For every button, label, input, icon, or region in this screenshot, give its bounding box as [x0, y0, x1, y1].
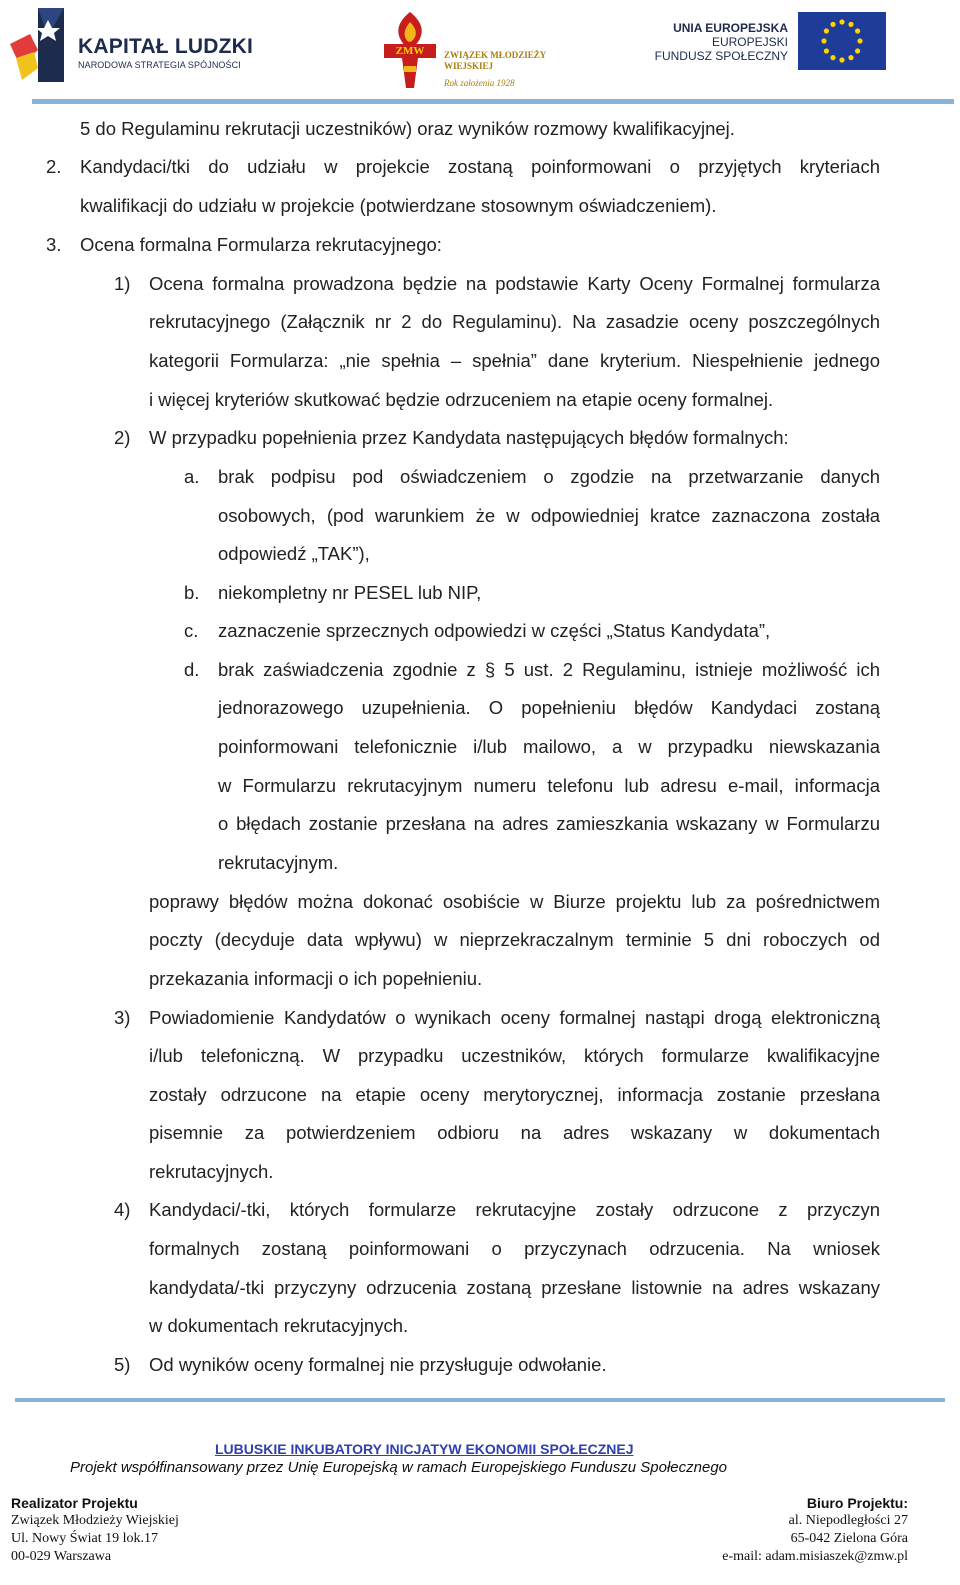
list-number: 3. — [46, 234, 62, 255]
list-number: 2. — [46, 156, 62, 177]
kapital-ludzki-title: KAPITAŁ LUDZKI — [78, 35, 254, 58]
eu-flag-icon — [798, 12, 886, 70]
list-letter: d. — [184, 659, 200, 680]
zmw-name-line1: ZWIĄZEK MŁODZIEŻY — [444, 50, 547, 60]
text-line: poczty (decyduje data wpływu) w nieprzekraczalnym terminie 5 dni roboczych od — [149, 929, 880, 950]
text-line: brak zaświadczenia zgodnie z § 5 ust. 2 Regulaminu, istnieje możliwość ich — [218, 659, 880, 680]
page-header — [0, 0, 960, 108]
eu-logo — [640, 12, 890, 74]
footer-divider — [15, 1398, 945, 1402]
eu-text-line2: EUROPEJSKI — [711, 35, 788, 49]
implementer-name: Związek Młodzieży Wiejskiej — [11, 1513, 179, 1528]
text-line: odpowiedź „TAK”), — [218, 543, 370, 564]
list-letter: c. — [184, 620, 199, 641]
text-line: Ocena formalna prowadzona będzie na podstawie Karty Oceny Formalnej formularza — [149, 273, 880, 294]
eu-text-line3: FUNDUSZ SPOŁECZNY — [654, 49, 788, 63]
text-line: Powiadomienie Kandydatów o wynikach oceny formalnej nastąpi drogą elektroniczną — [149, 1007, 880, 1028]
text-line: rekrutacyjnego (Załącznik nr 2 do Regulaminu). Na zasadzie oceny poszczególnych — [149, 311, 880, 332]
list-number: 4) — [114, 1199, 131, 1220]
implementer-heading: Realizator Projektu — [11, 1495, 138, 1511]
text-line: formalnych zostaną poinformowani o przyczynach odrzucenia. Na wniosek — [149, 1238, 880, 1259]
list-number: 5) — [114, 1354, 131, 1375]
text-line: kategorii Formularza: „nie spełnia – spełnia” dane kryterium. Niespełnienie jednego — [149, 350, 880, 371]
text-line: w dokumentach rekrutacyjnych. — [149, 1315, 409, 1336]
zmw-badge: ZMW — [395, 45, 425, 57]
implementer-city: 00-029 Warszawa — [11, 1549, 112, 1564]
kapital-ludzki-subtitle: NARODOWA STRATEGIA SPÓJNOŚCI — [78, 60, 241, 70]
text-line: rekrutacyjnym. — [218, 852, 339, 873]
zmw-logo — [380, 8, 570, 90]
text-line: przekazania informacji o ich popełnieniu. — [149, 968, 483, 989]
text-line: rekrutacyjnych. — [149, 1161, 274, 1182]
eu-text-line1: UNIA EUROPEJSKA — [673, 21, 788, 35]
list-letter: b. — [184, 582, 200, 603]
text-line: niekompletny nr PESEL lub NIP, — [218, 582, 482, 603]
kapital-ludzki-emblem — [8, 6, 70, 84]
office-city: 65-042 Zielona Góra — [790, 1531, 908, 1546]
list-number: 3) — [114, 1007, 131, 1028]
zmw-name-line2: WIEJSKIEJ — [444, 61, 494, 71]
kapital-ludzki-logo — [8, 6, 258, 84]
text-line: poprawy błędów można dokonać osobiście w Biurze projektu lub za pośrednictwem — [149, 891, 880, 912]
implementer-street: Ul. Nowy Świat 19 lok.17 — [11, 1531, 158, 1546]
text-line: i więcej kryteriów skutkować będzie odrzuceniem na etapie oceny formalnej. — [149, 389, 774, 410]
text-line: poinformowani telefonicznie i/lub mailowo, a w przypadku niewskazania — [218, 736, 880, 757]
list-letter: a. — [184, 466, 200, 487]
text-line: 5 do Regulaminu rekrutacji uczestników) oraz wyników rozmowy kwalifikacyjnej. — [80, 118, 735, 139]
text-line: o błędach zostanie przesłana na adres zamieszkania wskazany w Formularzu — [218, 813, 880, 834]
text-line: zostały odrzucone na etapie oceny merytorycznej, informacja zostanie przesłana — [149, 1084, 880, 1105]
text-line: brak podpisu pod oświadczeniem o zgodzie na przetwarzanie danych — [218, 466, 880, 487]
office-street: al. Niepodległości 27 — [788, 1513, 908, 1528]
cofinanced-note: Projekt współfinansowany przez Unię Europejską w ramach Europejskiego Funduszu Społecznego — [70, 1459, 728, 1476]
text-line: W przypadku popełnienia przez Kandydata następujących błędów formalnych: — [149, 427, 789, 448]
office-email[interactable]: e-mail: adam.misiaszek@zmw.pl — [722, 1549, 908, 1564]
text-line: i/lub telefoniczną. W przypadku uczestników, których formularze kwalifikacyjne — [149, 1045, 880, 1066]
text-line: kwalifikacji do udziału w projekcie (potwierdzane stosownym oświadczeniem). — [80, 195, 717, 216]
text-line: Kandydaci/-tki, których formularze rekrutacyjne zostały odrzucone z przyczyn — [149, 1199, 880, 1220]
text-line: Od wyników oceny formalnej nie przysługuje odwołanie. — [149, 1354, 607, 1375]
text-line: osobowych, (pod warunkiem że w odpowiedniej kratce zaznaczona została — [218, 505, 880, 526]
text-line: Kandydaci/tki do udziału w projekcie zostaną poinformowani o przyjętych kryteriach — [80, 156, 880, 177]
project-title-link[interactable]: LUBUSKIE INKUBATORY INICJATYW EKONOMII SPOŁECZNEJ — [215, 1441, 634, 1457]
zmw-founded: Rok założenia 1928 — [444, 78, 515, 88]
office-heading: Biuro Projektu: — [806, 1495, 908, 1511]
text-line: jednorazowego uzupełnienia. O popełnieniu błędów Kandydaci zostaną — [218, 697, 880, 718]
text-line: kandydata/-tki przyczyny odrzucenia zostaną przesłane listownie na adres wskazany — [149, 1277, 880, 1298]
list-number: 1) — [114, 273, 131, 294]
text-line: pisemnie za potwierdzeniem odbioru na adres wskazany w dokumentach — [149, 1122, 880, 1143]
header-divider — [32, 99, 954, 104]
list-number: 2) — [114, 427, 131, 448]
text-line: zaznaczenie sprzecznych odpowiedzi w części „Status Kandydata”, — [218, 620, 771, 641]
text-line: w Formularzu rekrutacyjnym numeru telefonu lub adresu e-mail, informacja — [218, 775, 880, 796]
section-heading: Ocena formalna Formularza rekrutacyjnego: — [80, 234, 442, 255]
